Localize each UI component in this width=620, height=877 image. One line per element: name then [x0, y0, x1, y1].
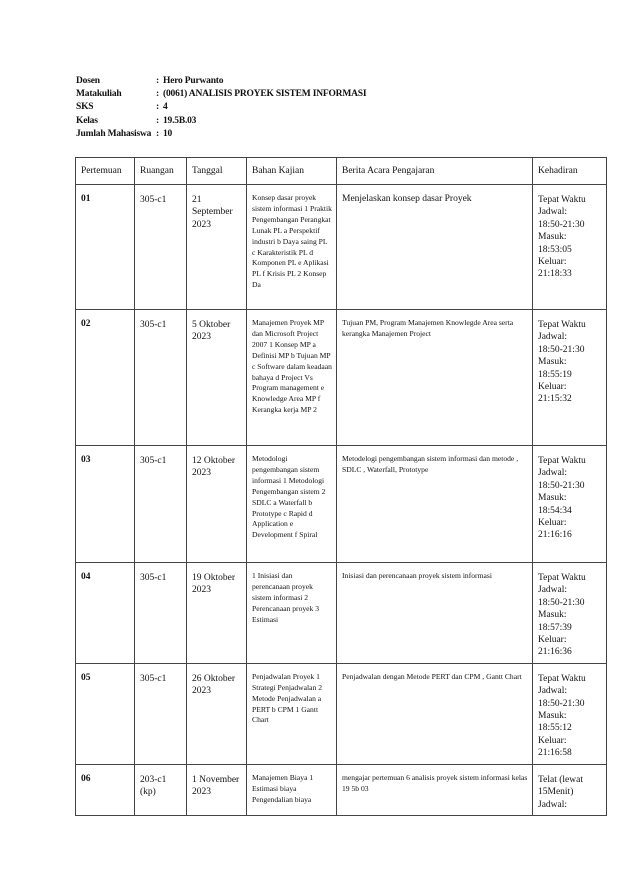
col-header-berita-acara: Berita Acara Pengajaran [337, 158, 533, 185]
info-value: 19.5B.03 [163, 115, 197, 126]
col-header-tanggal: Tanggal [187, 158, 247, 185]
table-row [76, 663, 607, 764]
info-row-kelas [76, 115, 366, 128]
pertemuan-cell: 01 [76, 185, 135, 310]
bahan-kajian-cell: Manajemen Biaya 1 Estimasi biaya Pengendalian biaya [247, 764, 337, 815]
col-header-kehadiran: Kehadiran [533, 158, 607, 185]
attendance-table [75, 157, 607, 816]
berita-acara-cell: Inisiasi dan perencanaan proyek sistem informasi [337, 563, 533, 664]
tanggal-cell: 26 Oktober 2023 [187, 663, 247, 764]
table-row [76, 764, 607, 815]
ruangan-cell: 305-c1 [135, 446, 187, 563]
info-value: 10 [163, 128, 173, 139]
pertemuan-cell: 06 [76, 764, 135, 815]
bahan-kajian-cell: Metodologi pengembangan sistem informasi 1 Metodologi Pengembangan sistem 2 SDLC a Waterfall b Prototype c Rapid d Application e Development f Spiral [247, 446, 337, 563]
pertemuan-cell: 03 [76, 446, 135, 563]
pertemuan-cell: 05 [76, 663, 135, 764]
kehadiran-cell: Tepat Waktu Jadwal: 18:50-21:30 Masuk: 18:55:19 Keluar: 21:15:32 [533, 310, 607, 446]
bahan-kajian-cell: Manajemen Proyek MP dan Microsoft Project 2007 1 Konsep MP a Definisi MP b Tujuan MP c Software dalam keadaan bahaya d Project Vs Program management e Knowledge Area MP f Kerangka kerja MP 2 [247, 310, 337, 446]
bahan-kajian-cell: 1 Inisiasi dan perencanaan proyek sistem informasi 2 Perencanaan proyek 3 Estimasi [247, 563, 337, 664]
info-colon: : [156, 128, 159, 139]
table-row [76, 310, 607, 446]
ruangan-cell: 203-c1 (kp) [135, 764, 187, 815]
berita-acara-cell: mengajar pertemuan 6 analisis proyek sistem informasi kelas 19 5b 03 [337, 764, 533, 815]
info-colon: : [156, 115, 159, 126]
info-row-jumlah-mahasiswa [76, 128, 366, 141]
kehadiran-cell: Tepat Waktu Jadwal: 18:50-21:30 Masuk: 18:57:39 Keluar: 21:16:36 [533, 563, 607, 664]
ruangan-cell: 305-c1 [135, 663, 187, 764]
kehadiran-cell: Tepat Waktu Jadwal: 18:50-21:30 Masuk: 18:55:12 Keluar: 21:16:58 [533, 663, 607, 764]
col-header-ruangan: Ruangan [135, 158, 187, 185]
info-value: Hero Purwanto [163, 76, 224, 86]
tanggal-cell: 12 Oktober 2023 [187, 446, 247, 563]
table-header-row [76, 158, 607, 185]
info-label: Jumlah Mahasiswa [76, 128, 152, 139]
ruangan-cell: 305-c1 [135, 310, 187, 446]
tanggal-cell: 21 September 2023 [187, 185, 247, 310]
tanggal-cell: 1 November 2023 [187, 764, 247, 815]
tanggal-cell: 19 Oktober 2023 [187, 563, 247, 664]
info-row-dosen [76, 75, 366, 88]
info-colon: : [156, 76, 159, 86]
table-row [76, 563, 607, 664]
col-header-bahan-kajian: Bahan Kajian [247, 158, 337, 185]
berita-acara-cell: Penjadwalan dengan Metode PERT dan CPM , Gantt Chart [337, 663, 533, 764]
tanggal-cell: 5 Oktober 2023 [187, 310, 247, 446]
info-row-sks [76, 101, 366, 114]
course-info [76, 75, 366, 141]
berita-acara-cell: Tujuan PM, Program Manajemen Knowlegde Area serta kerangka Manajemen Project [337, 310, 533, 446]
info-value: 4 [163, 102, 168, 113]
info-colon: : [156, 102, 159, 113]
kehadiran-cell: Telat (lewat 15Menit) Jadwal: [533, 764, 607, 815]
info-label: SKS [76, 102, 94, 113]
bahan-kajian-cell: Penjadwalan Proyek 1 Strategi Penjadwalan 2 Metode Penjadwalan a PERT b CPM 1 Gantt Chart [247, 663, 337, 764]
ruangan-cell: 305-c1 [135, 185, 187, 310]
berita-acara-cell: Metodelogi pengembangan sistem informasi dan metode , SDLC , Waterfall, Prototype [337, 446, 533, 563]
col-header-pertemuan: Pertemuan [76, 158, 135, 185]
info-row-matakuliah [76, 88, 366, 101]
pertemuan-cell: 04 [76, 563, 135, 664]
table-row [76, 185, 607, 310]
info-label: Dosen [76, 76, 100, 86]
info-label: Kelas [76, 115, 98, 126]
pertemuan-cell: 02 [76, 310, 135, 446]
info-label: Matakuliah [76, 89, 122, 100]
berita-acara-cell: Menjelaskan konsep dasar Proyek [337, 185, 533, 310]
kehadiran-cell: Tepat Waktu Jadwal: 18:50-21:30 Masuk: 18:53:05 Keluar: 21:18:33 [533, 185, 607, 310]
bahan-kajian-cell: Konsep dasar proyek sistem informasi 1 Praktik Pengembangan Perangkat Lunak PL a Perspektif industri b Daya saing PL c Karakteristik PL d Komponen PL e Aplikasi PL f Krisis PL 2 Konsep Da [247, 185, 337, 310]
table-row [76, 446, 607, 563]
kehadiran-cell: Tepat Waktu Jadwal: 18:50-21:30 Masuk: 18:54:34 Keluar: 21:16:16 [533, 446, 607, 563]
ruangan-cell: 305-c1 [135, 563, 187, 664]
info-value: (0061) ANALISIS PROYEK SISTEM INFORMASI [163, 89, 367, 100]
info-colon: : [156, 89, 159, 100]
